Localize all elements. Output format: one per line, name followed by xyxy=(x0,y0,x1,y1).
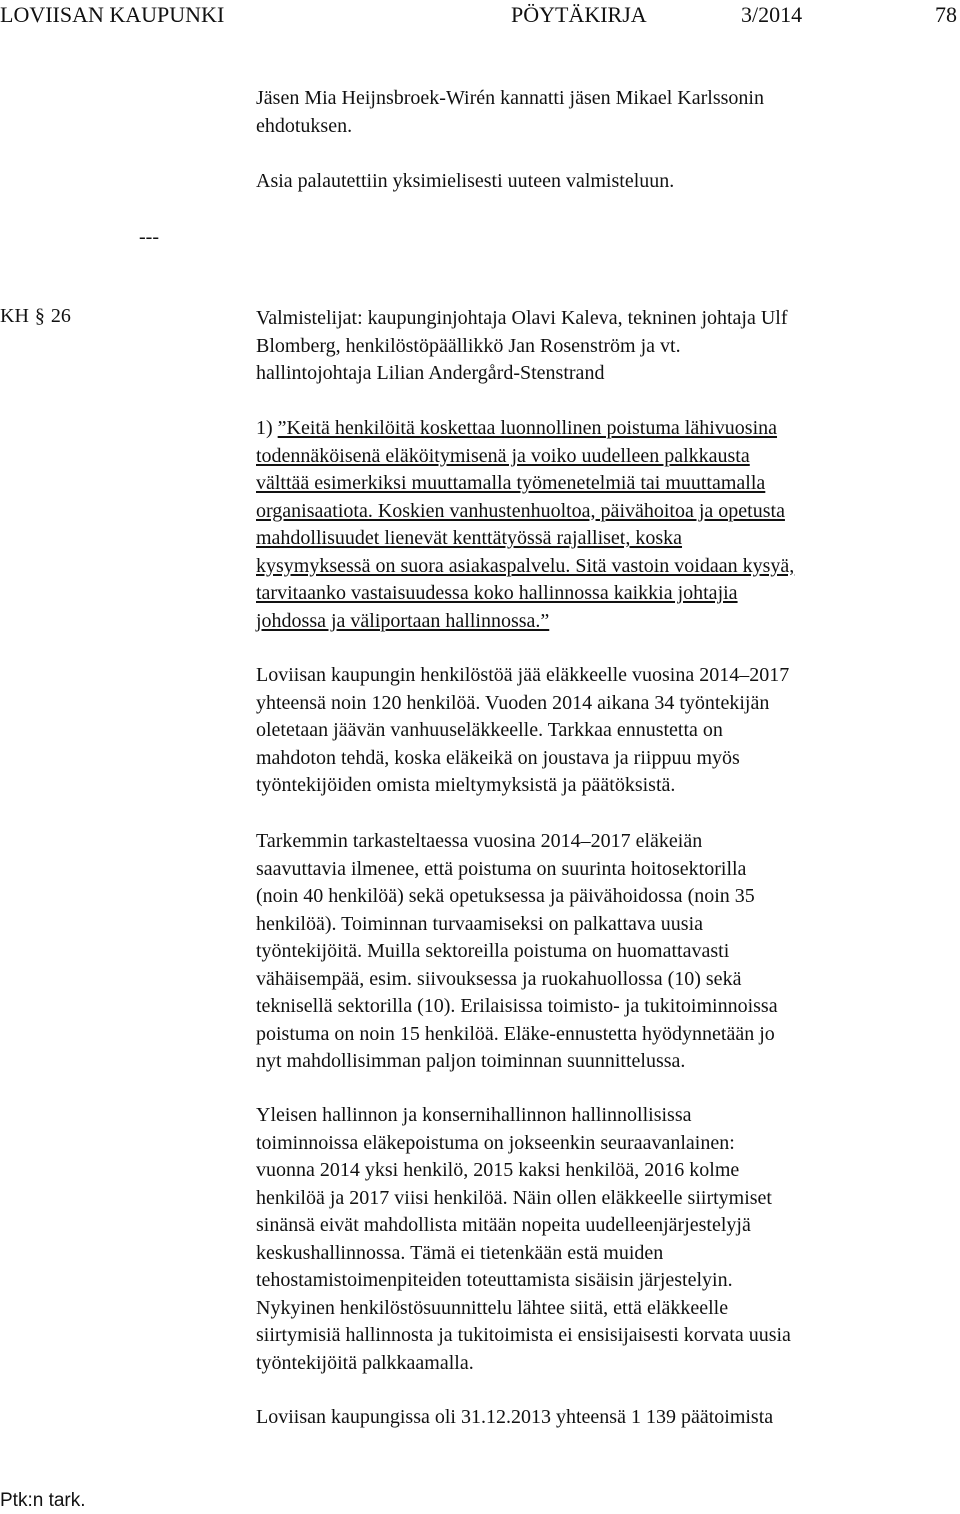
preparers-block xyxy=(256,305,916,388)
paragraph-central-administration xyxy=(256,1102,916,1377)
paragraph-retirement-total xyxy=(256,662,916,800)
paragraph-line: Yleisen hallinnon ja konsernihallinnon hallinnollisissa xyxy=(256,1104,692,1126)
paragraph-sector-breakdown xyxy=(256,828,916,1076)
section-heading xyxy=(0,305,71,328)
paragraph-line: Tarkemmin tarkasteltaessa vuosina 2014–2017 eläkeiän xyxy=(256,830,703,852)
paragraph-line: keskushallinnossa. Tämä ei tietenkään estä muiden xyxy=(256,1241,664,1264)
preparers-line: Valmistelijat: kaupunginjohtaja Olavi Kaleva, tekninen johtaja Ulf xyxy=(256,307,788,329)
paragraph-line: työntekijöitä palkkaamalla. xyxy=(256,1351,474,1374)
paragraph-line: saavuttavia ilmenee, että poistuma on suurinta hoitosektorilla xyxy=(256,857,747,880)
preparers-line: hallintojohtaja Lilian Andergård-Stenstrand xyxy=(256,362,605,384)
paragraph-line: poistuma on noin 15 henkilöä. Eläke-ennustetta hyödynnetään jo xyxy=(256,1022,775,1045)
paragraph-line: oletetaan jäävän vanhuuseläkkeelle. Tarkkaa ennustetta on xyxy=(256,719,723,741)
paragraph-line: teknisellä sektorilla (10). Erilaisissa toimisto- ja tukitoiminnoissa xyxy=(256,995,778,1017)
paragraph-line: työntekijöitä. Muilla sektoreilla poistuma on huomattavasti xyxy=(256,940,730,962)
paragraph-line: Loviisan kaupungissa oli 31.12.2013 yhteensä 1 139 päätoimista xyxy=(256,1406,774,1428)
header-document-number: 3/2014 xyxy=(741,2,803,27)
question-line: todennäköisenä eläköitymisenä ja voiko uudelleen palkkausta xyxy=(256,444,750,467)
preparers-line: Blomberg, henkilöstöpäällikkö Jan Rosenström ja vt. xyxy=(256,334,681,357)
section-symbol: § xyxy=(34,305,45,327)
section-prefix: KH xyxy=(0,305,29,327)
page-header xyxy=(0,0,960,30)
question-line: johdossa ja väliportaan hallinnossa.” xyxy=(256,609,550,632)
paragraph-line: siirtymisiä hallinnosta ja tukitoimista ei ensisijaisesti korvata uusia xyxy=(256,1324,791,1346)
intro-line: ehdotuksen. xyxy=(256,114,353,137)
question-number: 1) xyxy=(256,417,278,439)
paragraph-line: Loviisan kaupungin henkilöstöä jää eläkkeelle vuosina 2014–2017 xyxy=(256,664,790,686)
paragraph-line: yhteensä noin 120 henkilöä. Vuoden 2014 aikana 34 työntekijän xyxy=(256,691,770,714)
section-separator: --- xyxy=(139,226,159,248)
paragraph-line: mahdoton tehdä, koska eläkeikä on joustava ja riippuu myös xyxy=(256,746,740,769)
header-organization: LOVIISAN KAUPUNKI xyxy=(0,2,225,27)
section-number: 26 xyxy=(50,305,71,327)
question-line: välttää esimerkiksi muuttamalla työmenetelmiä tai muuttamalla xyxy=(256,472,766,494)
header-page-number: 78 xyxy=(935,2,957,27)
paragraph-staff-count xyxy=(256,1404,916,1432)
paragraph-line: (noin 40 henkilöä) sekä opetuksessa ja päivähoidossa (noin 35 xyxy=(256,885,755,907)
intro-block xyxy=(256,85,916,195)
question-line: tarvitaanko vastaisuudessa koko hallinnossa kaikkia johtajia xyxy=(256,582,738,604)
paragraph-line: henkilöä). Toiminnan turvaamiseksi on palkattava uusia xyxy=(256,912,704,935)
paragraph-line: vuonna 2014 yksi henkilö, 2015 kaksi henkilöä, 2016 kolme xyxy=(256,1159,740,1181)
footer-minutes-checker: Ptk:n tark. xyxy=(0,1490,86,1511)
paragraph-line: vähäisempää, esim. siivouksessa ja ruokahuollossa (10) sekä xyxy=(256,967,742,990)
question-line: kysymyksessä on suora asiakaspalvelu. Sitä vastoin voidaan kysyä, xyxy=(256,554,795,577)
header-document-type: PÖYTÄKIRJA xyxy=(511,2,647,27)
paragraph-line: työntekijöiden omista mieltymyksistä ja päätöksistä. xyxy=(256,774,676,796)
paragraph-line: sinänsä eivät mahdollista mitään nopeita uudelleenjärjestelyjä xyxy=(256,1214,751,1236)
paragraph-line: nyt mahdollisimman paljon toiminnan suunnittelussa. xyxy=(256,1050,686,1072)
paragraph-line: Nykyinen henkilöstösuunnittelu lähtee siitä, että eläkkeelle xyxy=(256,1296,729,1319)
question-block xyxy=(256,415,916,635)
intro-line: Jäsen Mia Heijnsbroek-Wirén kannatti jäsen Mikael Karlssonin xyxy=(256,87,764,109)
question-line: mahdollisuudet lienevät kenttätyössä rajalliset, koska xyxy=(256,527,683,549)
paragraph-line: tehostamistoimenpiteiden toteuttamista sisäisin järjestelyin. xyxy=(256,1269,733,1291)
question-line: organisaatiota. Koskien vanhustenhuoltoa, päivähoitoa ja opetusta xyxy=(256,499,785,522)
paragraph-line: henkilöä ja 2017 viisi henkilöä. Näin ollen eläkkeelle siirtymiset xyxy=(256,1186,772,1209)
question-line: ”Keitä henkilöitä koskettaa luonnollinen poistuma lähivuosina xyxy=(277,417,778,439)
intro-decision: Asia palautettiin yksimielisesti uuteen valmisteluun. xyxy=(256,169,675,192)
paragraph-line: toiminnoissa eläkepoistuma on jokseenkin seuraavanlainen: xyxy=(256,1131,735,1154)
